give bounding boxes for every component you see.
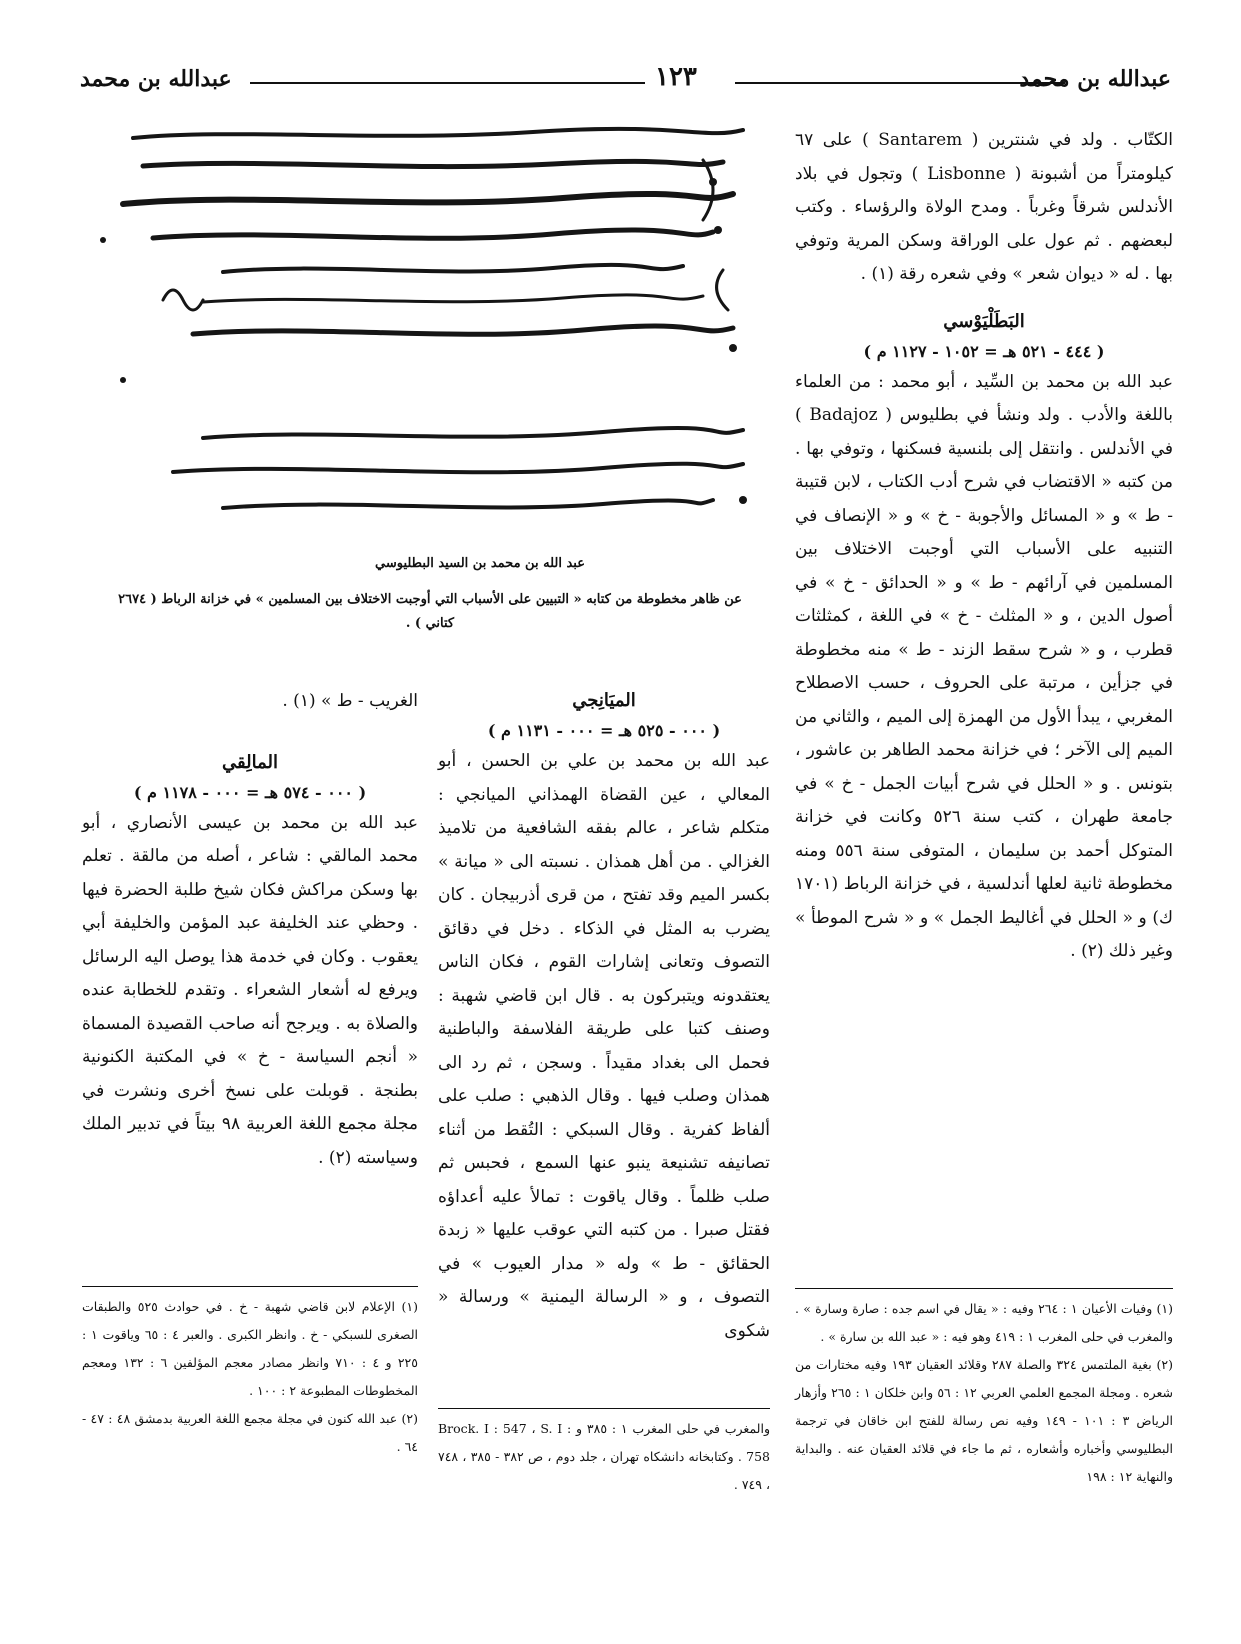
- continued-entry-text: الكتّاب . ولد في شنترين ( Santarem ) على ٦٧ كيلومتراً من أشبونة ( Lisbonne ) وتجول في بلاد الأندلس شرقاً وغرباً . ومدح الولاة والرؤساء . وكتب لبعضهم . ثم عول على الوراقة وسكن المرية وتوفي بها . له « ديوان شعر » وفي شعره رقة (١) .: [795, 130, 1173, 284]
- entry-title-maliqi: المالِقي: [222, 751, 278, 773]
- header-right-title: عبدالله بن محمد: [1019, 66, 1171, 92]
- header-rule-left: [250, 82, 645, 84]
- entry-dates-maliqi: ( ٠٠٠ - ٥٧٤ هـ = ٠٠٠ - ١١٧٨ م ): [133, 782, 367, 802]
- footnotes-left: [82, 1286, 418, 1461]
- footnotes-right: [795, 1288, 1173, 1491]
- entry-body-batalyawsi: عبد الله بن محمد بن السِّيد ، أبو محمد : من العلماء باللغة والأدب . ولد ونشأ في بطليوس ( Badajoz ) في الأندلس . وانتقل إلى بلنسية فسكنها ، وتوفي بها . من كتبه « الاقتضاب في شرح أدب الكتاب ، لابن قتيبة - ط » و « المسائل والأجوبة - خ » و « الإنصاف في التنبيه على الأسباب التي أوجبت الاختلاف بين المسلمين في آرائهم - ط » و « الحدائق - خ » في أصول الدين ، و « المثلث - خ » في اللغة ، كمثلثات قطرب ، و « شرح سقط الزند - ط » منه مخطوطة في جزأين ، مرتبة على الحروف ، حسب الاصطلاح المغربي ، يبدأ الأول من الهمزة إلى الميم ، والثاني من الميم إلى الآخر ؛ في خزانة محمد الطاهر بن عاشور ، بتونس . و « الحلل في شرح أبيات الجمل - خ » في جامعة طهران ، كتب سنة ٥٢٦ وكانت في خزانة المتوكل أحمد بن سليمان ، المتوفى سنة ٥٥٦ ومنه مخطوطة ثانية لعلها أندلسية ، في خزانة الرباط (١٧٠١ ك) و « الحلل في أغاليط الجمل » و « شرح الموطأ » وغير ذلك (٢) .: [795, 371, 1173, 961]
- footnote: (١) وفيات الأعيان ١ : ٢٦٤ وفيه : « يقال في اسم جده : صارة وسارة » . والمغرب في حلى المغرب ١ : ٤١٩ وهو فيه : « عبد الله بن سارة » .: [795, 1301, 1173, 1344]
- entry-dates-batalyawsi: ( ٤٤٤ - ٥٢١ هـ = ١٠٥٢ - ١١٢٧ م ): [863, 341, 1105, 361]
- header-left-title: عبدالله بن محمد: [80, 66, 232, 92]
- page-number: ١٢٣: [655, 62, 697, 92]
- footnote: (٢) عبد الله كنون في مجلة مجمع اللغة العربية بدمشق ٤٨ : ٤٧ - ٦٤ .: [82, 1411, 418, 1454]
- running-header: [80, 62, 1171, 106]
- manuscript-scribbles: [83, 120, 773, 548]
- footnote: والمغرب في حلى المغرب ١ : ٣٨٥ و Brock. I : 547 ، S. I : 758 . وكتابخانه دانشكاه تهران ، جلد دوم ، ص ٣٨٢ - ٣٨٥ ، ٧٤٨ ، ٧٤٩ .: [438, 1421, 771, 1492]
- entry-body-maliqi: عبد الله بن محمد بن عيسى الأنصاري ، أبو محمد المالقي : شاعر ، أصله من مالقة . تعلم بها وسكن مراكش فكان شيخ طلبة الحضرة فيها . وحظي عند الخليفة عبد المؤمن والخليفة أبي يعقوب . وكان في خدمة هذا يوصل اليه الرسائل ويرفع له أشعار الشعراء . وتقدم للخطابة عنده والصلاة به . ويرجح أنه صاحب القصيدة المسماة « أنجم السياسة - خ » في المكتبة الكنونية بطنجة . قوبلت على نسخ أخرى ونشرت في مجلة مجمع اللغة العربية ٩٨ بيتاً في تدبير الملك وسياسته (٢) .: [82, 812, 418, 1168]
- entry-dates-mayanji: ( ٠٠٠ - ٥٢٥ هـ = ٠٠٠ - ١١٣١ م ): [487, 721, 721, 740]
- entry-title-batalyawsi: البَطَلْيَوْسي: [943, 310, 1025, 332]
- entry-body-mayanji: عبد الله بن محمد بن علي بن الحسن ، أبو المعالي ، عين القضاة الهمذاني الميانجي : متكلم شاعر ، عالم بفقه الشافعية من تلاميذ الغزالي . من أهل همذان . نسبته الى « ميانة » بكسر الميم وقد تفتح ، من قرى أذربيجان . كان يضرب به المثل في الذكاء . دخل في دقائق التصوف وتعانى إشارات القوم ، فكان الناس يعتقدونه ويتبركون به . قال ابن قاضي شهبة : وصنف كتبا على طريقة الفلاسفة والباطنية فحمل الى بغداد مقيداً . وسجن ، ثم رد الى همذان وصلب فيها . وقال الذهبي : صلب على ألفاظ كفرية . وقال السبكي : التُقط من أثناء تصانيفه تشنيعة ينبو عنها السمع ، فحبس ثم صلب ظلماً . وقال ياقوت : تمالأ عليه أعداؤه فقتل صبرا . من كتبه التي عوقب عليها « زبدة الحقائق - ط » وله « مدار العيوب » في التصوف ، و « الرسالة اليمنية » ورسالة « شكوى: [438, 751, 770, 1341]
- manuscript-image: [83, 120, 773, 548]
- column-right: [795, 124, 1173, 969]
- footnotes-middle: [438, 1408, 770, 1499]
- entry-title-mayanji: الميَانِجي: [572, 690, 636, 711]
- header-rule-right: [735, 82, 1065, 84]
- footnote: (٢) بغية الملتمس ٣٢٤ والصلة ٢٨٧ وقلائد العقيان ١٩٣ وفيه مختارات من شعره . ومجلة المجمع العلمي العربي ١٢ : ٥٦ وابن خلكان ١ : ٢٦٥ وأزهار الرياض ٣ : ١٠١ - ١٤٩ وفيه نص رسالة للفتح ابن خاقان في ترجمة البطليوسي وأخباره وأشعاره ، ثم ما جاء في قلائد العقيان عنه . والبداية والنهاية ١٢ : ١٩٨: [795, 1357, 1173, 1484]
- image-caption-source: عن ظاهر مخطوطة من كتابه « التبيين على الأسباب التي أوجبت الاختلاف بين المسلمين » في خزانة الرباط ( ٢٦٧٤ كتاني ) .: [118, 592, 742, 631]
- continued-entry-text-left: الغريب - ط » (١) .: [282, 691, 418, 711]
- image-caption-title: عبد الله بن محمد بن السيد البطليوسي: [375, 556, 585, 571]
- column-left: [82, 685, 418, 1175]
- footnote: (١) الإعلام لابن قاضي شهبة - خ . في حوادث ٥٢٥ والطبقات الصغرى للسبكي - خ . وانظر الكبرى . والعبر ٤ : ٦٥ وياقوت ١ : ٢٢٥ و ٤ : ٧١٠ وانظر مصادر معجم المؤلفين ٦ : ١٣٢ ومعجم المخطوطات المطبوعة ٢ : ١٠٠ .: [82, 1299, 418, 1398]
- column-middle: [438, 685, 770, 1348]
